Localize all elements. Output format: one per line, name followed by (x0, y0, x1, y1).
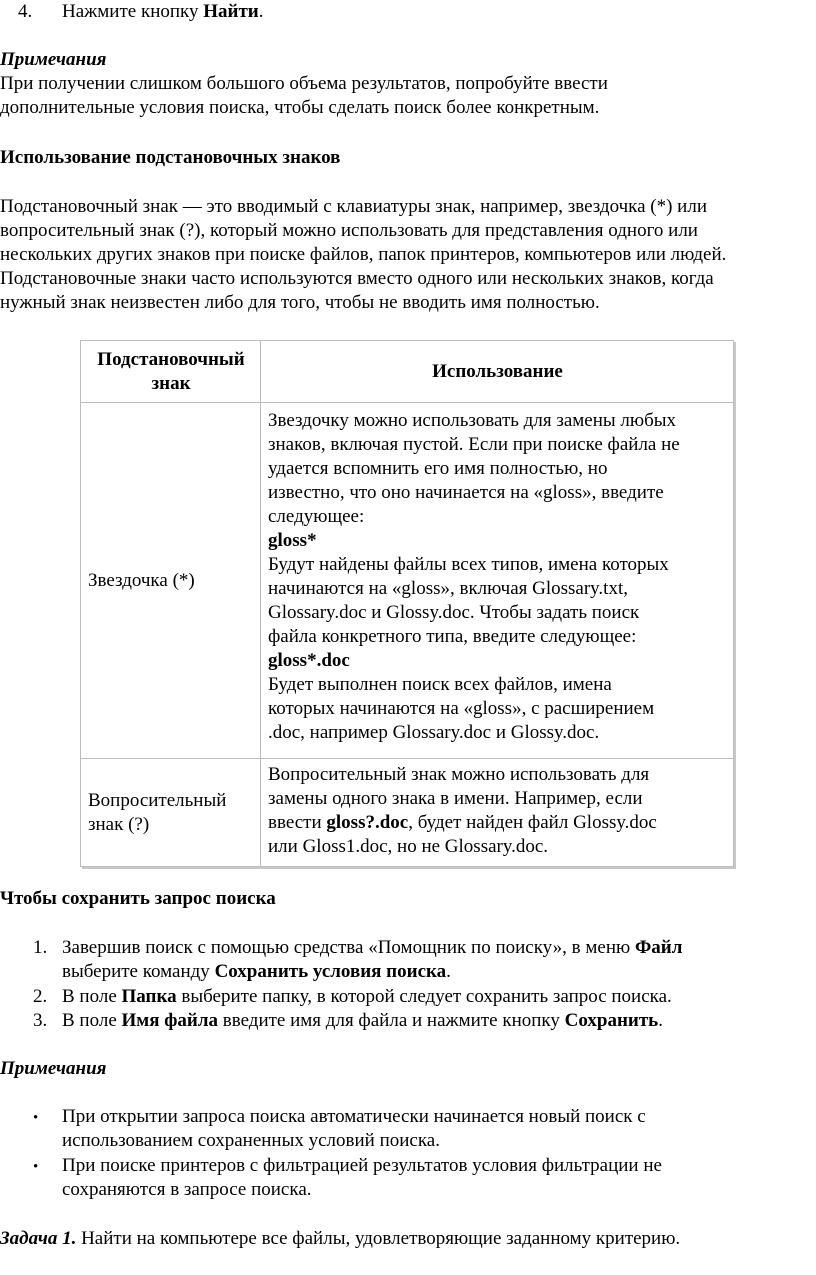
usage-line: файла конкретного типа, введите следующее: (268, 626, 637, 647)
bullet-line: сохраняются в запросе поиска. (62, 1179, 312, 1200)
wildcards-paragraph-line: нескольких других знаков при поиске файлов, папок принтеров, компьютеров или людей. (0, 244, 727, 265)
usage-line: Вопросительный знак можно использовать для (268, 764, 650, 785)
table-header-row (81, 341, 734, 403)
task-label: Задача 1. (0, 1228, 77, 1249)
usage-line: начинаются на «gloss», включая Glossary.txt, (268, 578, 628, 599)
wildcard-name: Звездочка (*) (88, 569, 195, 591)
usage-line: которых начинаются на «gloss», с расширением (268, 698, 655, 719)
usage-line: Будут найдены файлы всех типов, имена которых (268, 554, 669, 575)
usage-line: Звездочку можно использовать для замены любых (268, 410, 677, 431)
header-text: Подстановочный (97, 348, 245, 370)
usage-line: замены одного знака в имени. Например, если (268, 788, 643, 809)
section-heading: Чтобы сохранить запрос поиска (0, 888, 276, 909)
usage-line: ввести gloss?.doc, будет найден файл Glossy.doc (268, 812, 657, 833)
field-name: Имя файла (121, 1010, 219, 1031)
wildcards-paragraph-line: нужный знак неизвестен либо для того, чтобы не вводить имя полностью. (0, 292, 600, 313)
header-text: знак (151, 372, 191, 394)
notes-paragraph-line: При получении слишком большого объема результатов, попробуйте ввести (0, 73, 608, 94)
usage-line: следующее: (268, 506, 365, 527)
bullet-icon: • (33, 1110, 39, 1126)
list-item: В поле Имя файла введите имя для файла и нажмите кнопку Сохранить. (62, 1010, 663, 1031)
find-button-label: Найти (203, 1, 259, 22)
wildcards-paragraph-line: вопросительный знак (?), который можно использовать для представления одного или (0, 220, 698, 241)
table-header-cell (261, 341, 734, 403)
bullet-line: использованием сохраненных условий поиска. (62, 1130, 440, 1151)
wildcards-table (80, 340, 734, 867)
field-name: Папка (121, 986, 177, 1007)
step-4-text: Нажмите кнопку Найти. (62, 1, 264, 22)
command-name: Сохранить условия поиска (214, 961, 447, 982)
usage-line: известно, что оно начинается на «gloss», введите (268, 482, 664, 503)
usage-line: Будет выполнен поиск всех файлов, имена (268, 674, 612, 695)
table-cell-wildcard (81, 759, 261, 867)
list-item: Завершив поиск с помощью средства «Помощник по поиску», в меню Файл (62, 937, 683, 958)
table-cell-wildcard (81, 403, 261, 759)
wildcards-paragraph-line: Подстановочные знаки часто используются вместо одного или нескольких знаков, когда (0, 268, 714, 289)
notes-paragraph-line: дополнительные условия поиска, чтобы сделать поиск более конкретным. (0, 97, 600, 118)
wildcard-name: знак (?) (88, 813, 150, 835)
task-line: Задача 1. Найти на компьютере все файлы, удовлетворяющие заданному критерию. (0, 1228, 681, 1249)
table-header-cell (81, 341, 261, 403)
code-example: gloss*.doc (268, 650, 350, 671)
step-4 (18, 0, 32, 24)
list-number: 2. (33, 986, 48, 1007)
list-number: 1. (33, 937, 48, 958)
code-example: gloss* (268, 530, 317, 551)
usage-line: знаков, включая пустой. Если при поиске файла не (268, 434, 680, 455)
step-number: 4. (18, 1, 33, 22)
bullet-line: При открытии запроса поиска автоматически начинается новый поиск с (62, 1106, 646, 1127)
header-text: Использование (432, 360, 563, 382)
notes-heading: Примечания (0, 49, 107, 70)
usage-line: или Gloss1.doc, но не Glossary.doc. (268, 836, 549, 857)
section-heading: Использование подстановочных знаков (0, 147, 341, 168)
table-row (81, 403, 734, 759)
usage-line: удается вспомнить его имя полностью, но (268, 458, 608, 479)
menu-name: Файл (634, 937, 683, 958)
wildcards-paragraph-line: Подстановочный знак — это вводимый с клавиатуры знак, например, звездочка (*) или (0, 196, 707, 217)
list-number: 3. (33, 1010, 48, 1031)
code-example: gloss?.doc (326, 812, 409, 833)
usage-line: .doc, например Glossary.doc и Glossy.doc. (268, 722, 600, 743)
usage-line: Glossary.doc и Glossy.doc. Чтобы задать поиск (268, 602, 640, 623)
notes-heading: Примечания (0, 1058, 107, 1079)
table-row (81, 759, 734, 867)
wildcard-name: Вопросительный (88, 789, 227, 811)
bullet-icon: • (33, 1159, 39, 1175)
list-item: В поле Папка выберите папку, в которой следует сохранить запрос поиска. (62, 986, 672, 1007)
bullet-line: При поиске принтеров с фильтрацией результатов условия фильтрации не (62, 1155, 662, 1176)
table-cell-usage (261, 759, 734, 867)
list-item-continuation: выберите команду Сохранить условия поиска. (62, 961, 451, 982)
button-name: Сохранить (564, 1010, 659, 1031)
table-cell-usage (261, 403, 734, 759)
